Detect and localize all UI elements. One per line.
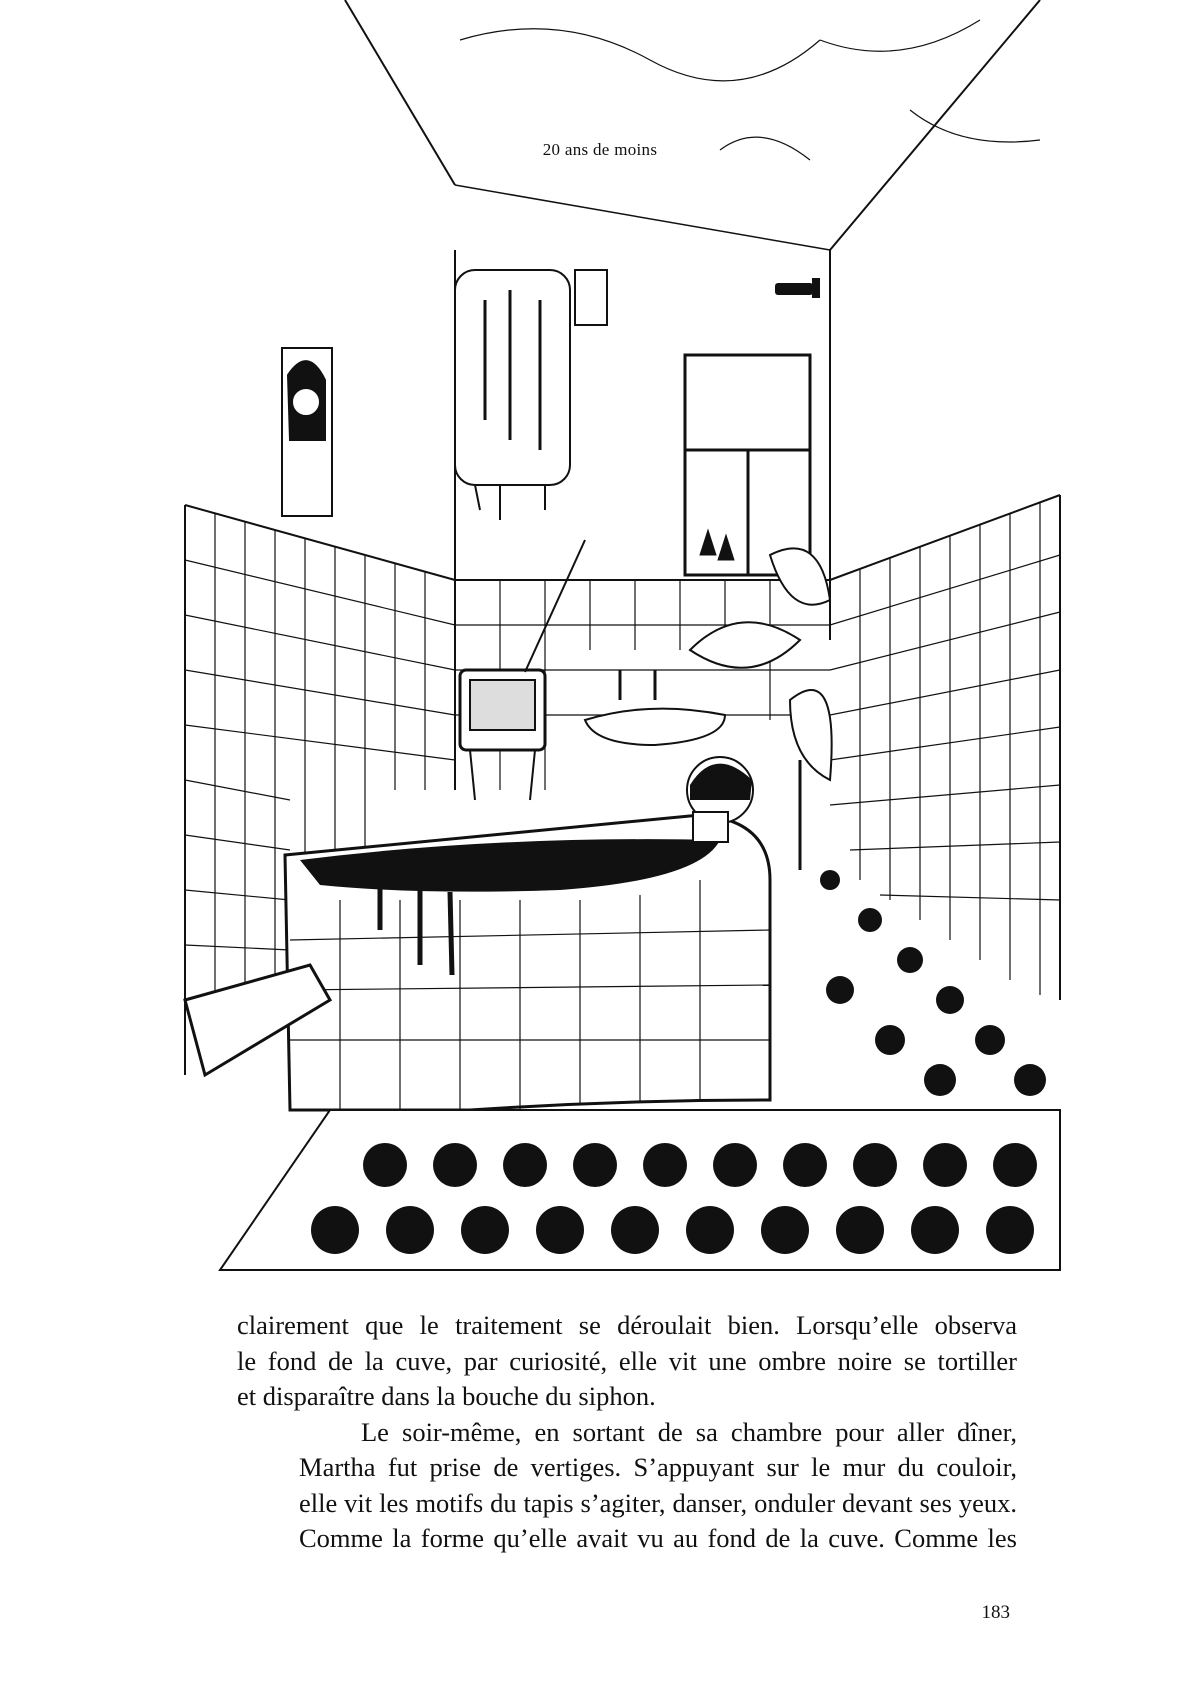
wall-poster [282, 348, 332, 516]
page-number: 183 [981, 1602, 1010, 1623]
running-head: 20 ans de moins [542, 140, 658, 159]
body-text [237, 1308, 1017, 1557]
security-camera [775, 278, 820, 298]
paragraph-1 [237, 1308, 1017, 1415]
text-line: Comme la forme qu’elle avait vu au fond de la cuve. Comme les [299, 1523, 1017, 1553]
text-line: elle vit les motifs du tapis s’agiter, danser, onduler devant ses yeux. [299, 1487, 1017, 1518]
text-line: et disparaître dans la bouche du siphon. [237, 1381, 656, 1411]
paragraph-2 [237, 1415, 1017, 1557]
text-line: le fond de la cuve, par curiosité, elle vit une ombre noire se tortiller [237, 1345, 1017, 1376]
water-heater [455, 270, 607, 520]
text-line: Martha fut prise de vertiges. S’appuyant sur le mur du couloir, [299, 1452, 1017, 1482]
text-line: Le soir-même, en sortant de sa chambre pour aller dîner, [361, 1416, 1017, 1447]
text-line: clairement que le traitement se déroulait bien. Lorsqu’elle observa [237, 1310, 1017, 1340]
bathtub-black-liquid [285, 757, 770, 1110]
sink [585, 670, 725, 745]
window [685, 355, 810, 575]
